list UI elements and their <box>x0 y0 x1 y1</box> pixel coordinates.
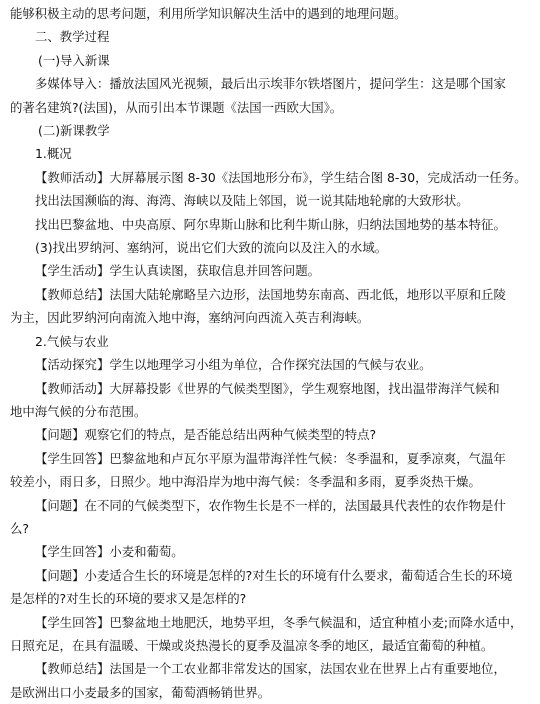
paragraph-line: 是怎样的?对生长的环境的要求又是怎样的? <box>10 591 247 607</box>
paragraph-line: 【学生回答】巴黎盆地土地肥沃，地势平坦，冬季气候温和，适宜种植小麦;而降水适中， <box>35 614 523 630</box>
paragraph-line: 为主，因此罗纳河向南流入地中海，塞纳河向西流入英吉利海峡。 <box>10 310 370 326</box>
subsection-heading: (一)导入新课 <box>38 52 110 68</box>
paragraph-line: 地中海气候的分布范围。 <box>10 403 147 419</box>
paragraph-line: 么? <box>10 520 29 536</box>
paragraph-line: 多媒体导入：播放法国风光视频，最后出示埃菲尔铁塔图片，提问学生：这是哪个国家 <box>35 76 506 92</box>
paragraph-line: 【教师活动】大屏幕投影《世界的气候类型图》，学生观察地图，找出温带海洋气候和 <box>35 380 500 396</box>
paragraph-line: 【学生活动】学生认真读图，获取信息并回答问题。 <box>35 263 320 279</box>
paragraph-line: 【问题】小麦适合生长的环境是怎样的?对生长的环境有什么要求，葡萄适合生长的环境 <box>35 567 513 583</box>
paragraph-line: 是欧洲出口小麦最多的国家，葡萄酒畅销世界。 <box>10 684 271 700</box>
paragraph-line: 较差小，雨日多，日照少。地中海沿岸为地中海气候：冬季温和多雨，夏季炎热干燥。 <box>10 474 481 490</box>
paragraph-line: 【学生回答】小麦和葡萄。 <box>35 544 184 560</box>
paragraph-line: 找出法国濒临的海、海湾、海峡以及陆上邻国，说一说其陆地轮廓的大致形状。 <box>35 193 469 209</box>
topic-heading: 1.概况 <box>35 146 72 162</box>
paragraph-line: 【教师总结】法国是一个工农业都非常发达的国家，法国农业在世界上占有重要地位， <box>35 661 506 677</box>
paragraph-line: 【教师活动】大屏幕展示图 8-30《法国地形分布》，学生结合图 8-30，完成活动一任务。 <box>35 169 527 185</box>
paragraph-line: 的著名建筑?(法国)，从而引出本节课题《法国一西欧大国》。 <box>10 99 343 115</box>
paragraph-line: 日照充足，在具有温暖、干燥或炎热漫长的夏季及温凉冬季的地区，最适宜葡萄的种植。 <box>10 637 494 653</box>
subsection-heading: (二)新课教学 <box>38 123 110 139</box>
paragraph-line: 【教师总结】法国大陆轮廓略呈六边形，法国地势东南高、西北低，地形以平原和丘陵 <box>35 286 506 302</box>
paragraph-line: 【活动探究】学生以地理学习小组为单位，合作探究法国的气候与农业。 <box>35 357 432 373</box>
section-heading: 二、教学过程 <box>35 29 110 45</box>
topic-heading: 2.气候与农业 <box>35 333 109 349</box>
paragraph-line: 找出巴黎盆地、中央高原、阿尔卑斯山脉和比利牛斯山脉，归纳法国地势的基本特征。 <box>35 216 506 232</box>
paragraph-line: 【学生回答】巴黎盆地和卢瓦尔平原为温带海洋性气候：冬季温和，夏季凉爽，气温年 <box>35 450 506 466</box>
paragraph-line: (3)找出罗纳河、塞纳河，说出它们大致的流向以及注入的水域。 <box>35 240 388 256</box>
paragraph-line: 【问题】在不同的气候类型下，农作物生长是不一样的，法国最具代表性的农作物是什 <box>35 497 506 513</box>
paragraph-line: 能够积极主动的思考问题，利用所学知识解决生活中的遇到的地理问题。 <box>10 6 407 21</box>
paragraph-line: 【问题】观察它们的特点，是否能总结出两种气候类型的特点? <box>35 427 377 443</box>
